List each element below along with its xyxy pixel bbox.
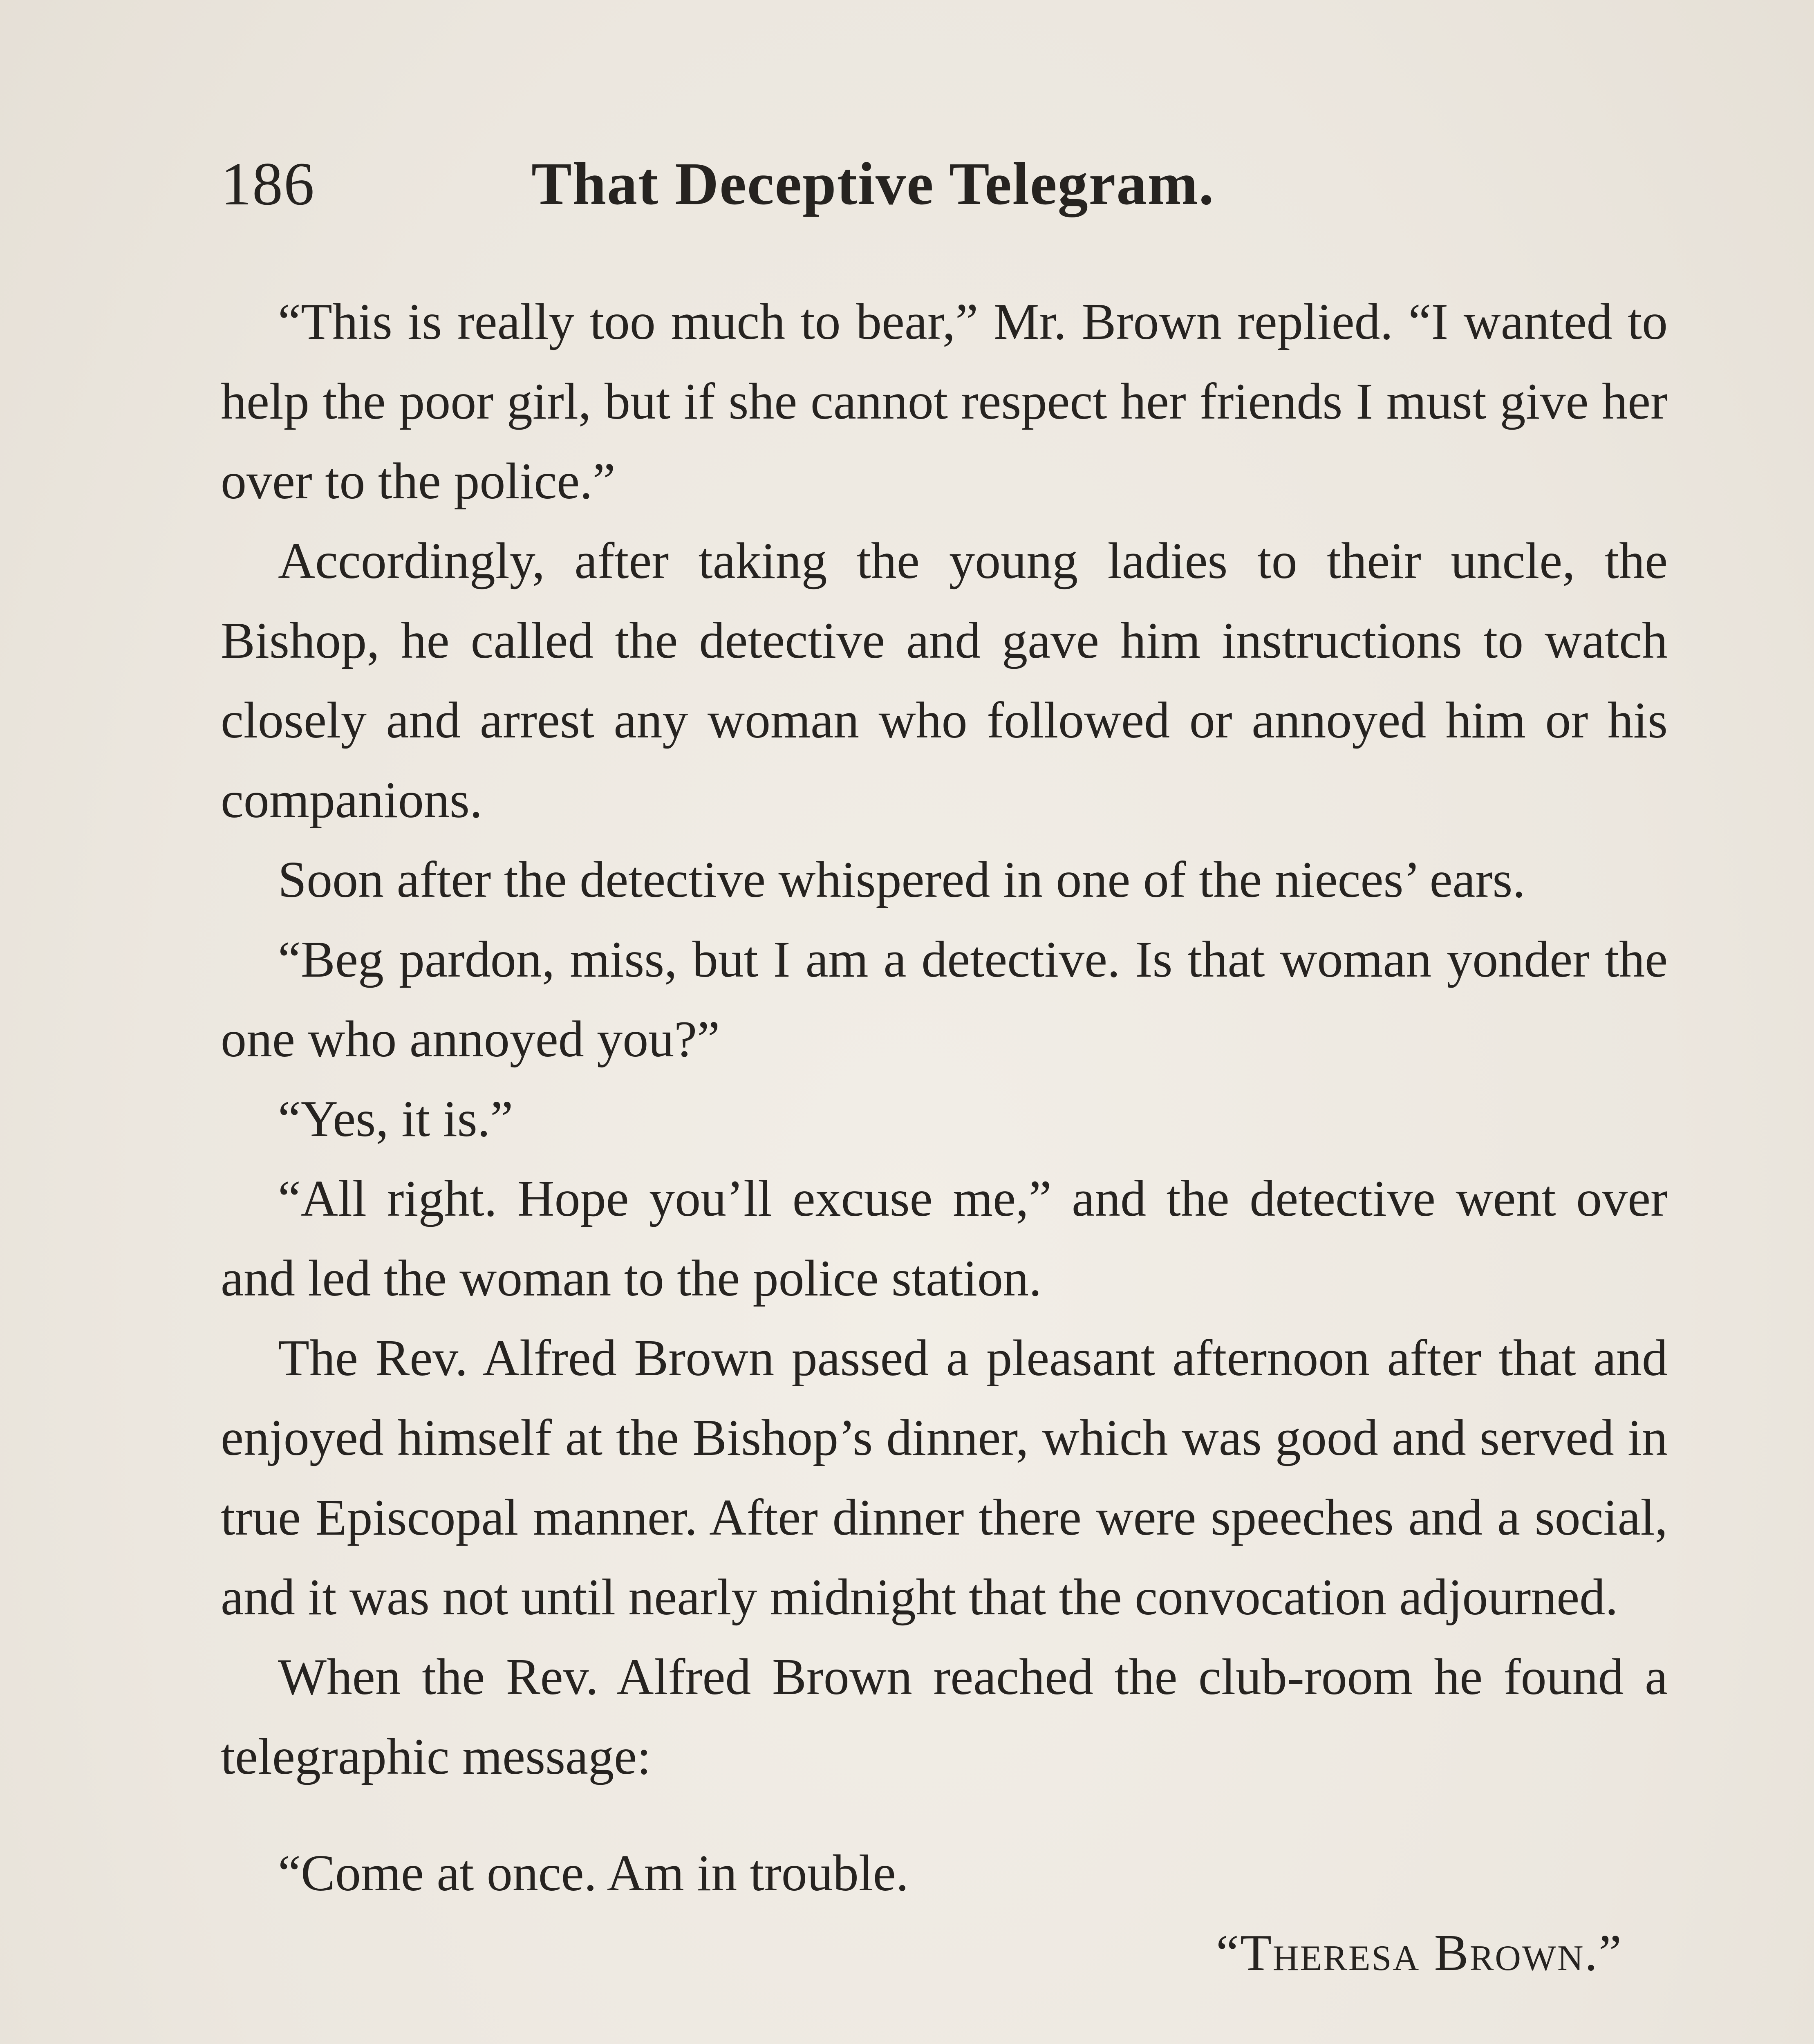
telegram-message (221, 1833, 1668, 1993)
paragraph-3: Soon after the detective whispered in one of the nieces’ ears. (278, 852, 1525, 908)
paragraph-4: “Beg pardon, miss, but I am a detective. Is that woman yonder the one who annoyed you?” (221, 931, 1668, 1068)
paragraph-8: When the Rev. Alfred Brown reached the club-room he found a telegraphic message: (221, 1649, 1668, 1785)
page-number: 186 (221, 150, 315, 218)
running-title: That Deceptive Telegram. (531, 150, 1215, 217)
paragraph-1: “This is really too much to bear,” Mr. Brown replied. “I wanted to help the poor girl, but if she cannot respect her friends I must give her over to the police.” (221, 294, 1668, 510)
paragraph-2: Accordingly, after taking the young ladies to their uncle, the Bishop, he called the detective and gave him instructions to watch closely and arrest any woman who followed or annoyed him or his companions. (221, 533, 1668, 829)
paragraph-6: “All right. Hope you’ll excuse me,” and the detective went over and led the woman to the police station. (221, 1170, 1668, 1307)
page-header (221, 143, 1659, 225)
paragraph-7: The Rev. Alfred Brown passed a pleasant afternoon after that and enjoyed himself at the Bishop’s dinner, which was good and served in true Episcopal manner. After dinner there were speeches and a social, and it was not until nearly midnight that the convocation adjourned. (221, 1330, 1668, 1626)
telegram-text: “Come at once. Am in trouble. (278, 1845, 909, 1902)
paragraph-9 (221, 2042, 1668, 2044)
body-text (221, 282, 1668, 2044)
closing-section (221, 2042, 1668, 2044)
telegram-signature: “Theresa Brown.” (1216, 1925, 1623, 1981)
paragraph-5: “Yes, it is.” (278, 1091, 513, 1148)
